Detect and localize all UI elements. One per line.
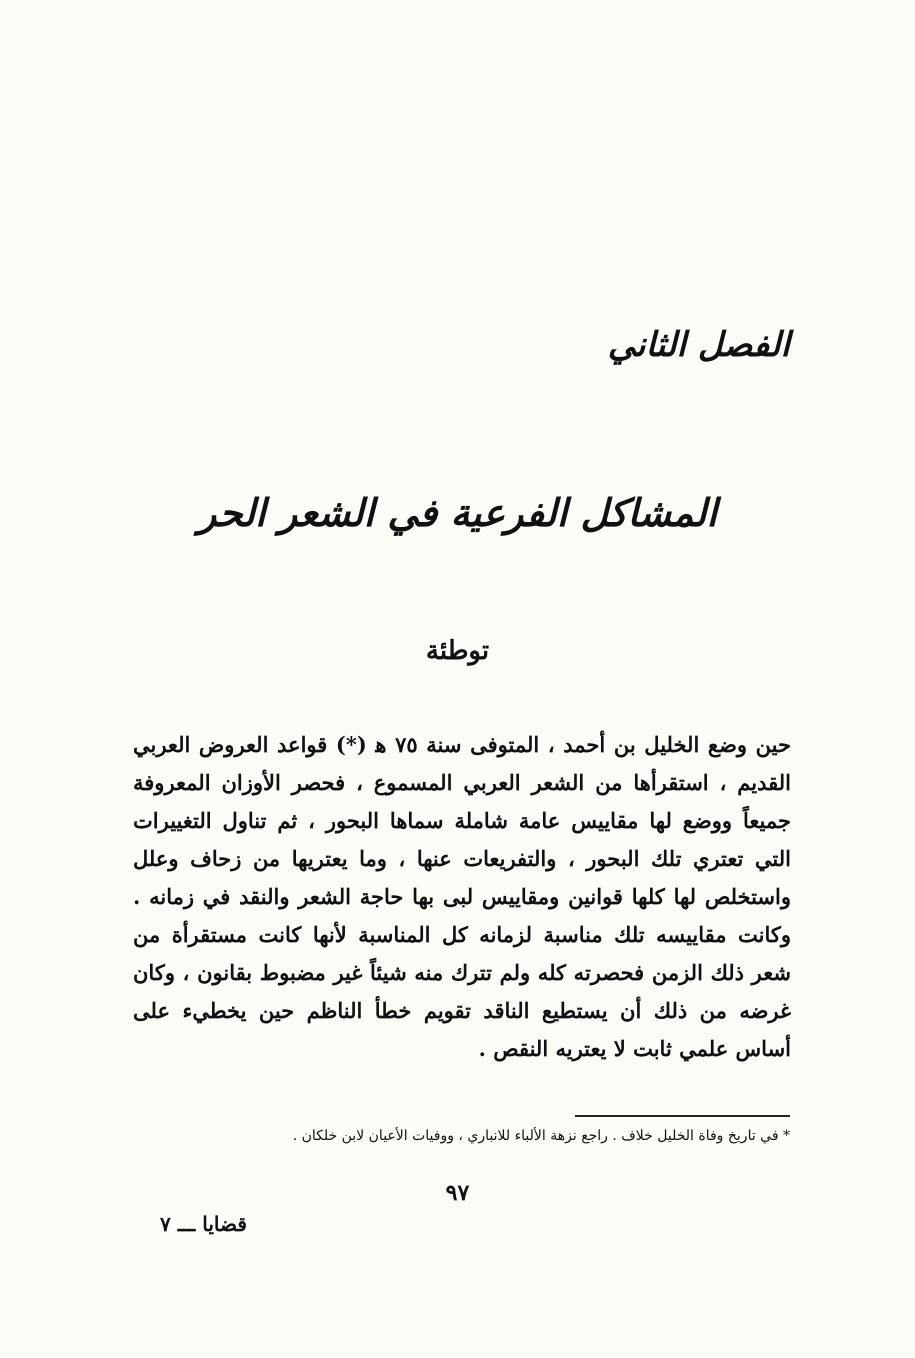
chapter-label: الفصل الثاني [607,325,790,365]
footnote-divider [575,1115,790,1117]
section-heading: توطئة [425,636,490,666]
chapter-title: المشاكل الفرعية في الشعر الحر [197,490,717,535]
signature-mark: قضايا ـــ ٧ [160,1212,247,1236]
page-number: ٩٧ [445,1180,470,1206]
footnote: * في تاريخ وفاة الخليل خلاف . راجع نزهة الألباء للانباري ، ووفيات الأعيان لابن خلكان . [292,1128,790,1144]
body-paragraph: حين وضع الخليل بن أحمد ، المتوفى سنة ٧٥ ﻫ (*) قواعد العروض العربي القديم ، استقرأها من الشعر العربي المسموع ، فحصر الأوزان المعروفة جميعاً ووضع لها مقاييس عامة شاملة سماها البحور ، ثم تناول التغييرات التي تعتري تلك البحور ، والتفريعات عنها ، وما يعتريها من زحاف وعلل واستخلص لها كلها قوانين ومقاييس لبى بها حاجة الشعر والنقد في زمانه . وكانت مقاييسه تلك مناسبة لزمانه كل المناسبة لأنها كانت مستقرأة من شعر ذلك الزمن فحصرته كله ولم تترك منه شيئاً غير مضبوط بقانون ، وكان غرضه من ذلك أن يستطيع الناقد تقويم خطأ الناظم حين يخطيء على أساس علمي ثابت لا يعتريه النقص . [133,732,791,1061]
